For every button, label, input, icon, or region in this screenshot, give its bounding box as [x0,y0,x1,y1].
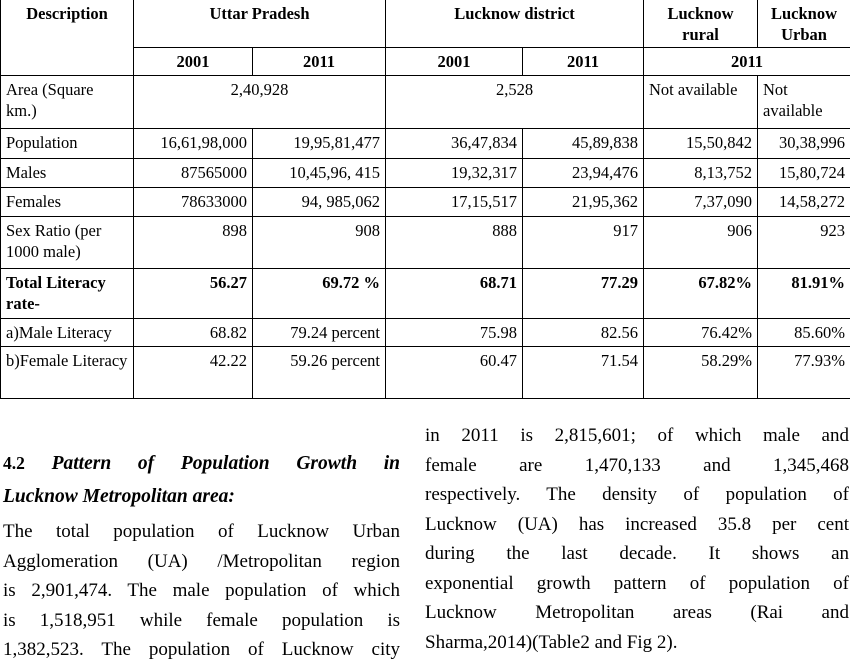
table-header-row-groups [1,0,850,48]
cell-sex-ratio-urban: 923 [758,217,850,269]
year-header-rural-urban-2011: 2011 [644,48,850,76]
cell-total-literacy-urban: 81.91% [758,269,850,319]
cell-area-up: 2,40,928 [134,76,386,129]
row-label-area: Area (Square km.) [1,76,134,129]
cell-total-literacy-ld-2011: 77.29 [523,269,644,319]
cell-male-literacy-ld-2011: 82.56 [523,319,644,347]
cell-male-literacy-up-2001: 68.82 [134,319,253,347]
col-header-lucknow-rural: Lucknow rural [644,0,758,48]
col-header-lucknow-urban: Lucknow Urban [758,0,850,48]
section-heading [3,447,400,513]
text-line: is 1,518,951 while female population is [3,606,400,636]
table-row-male-literacy [1,319,850,347]
table-row-males [1,159,850,188]
section-title-part-2: Lucknow Metropolitan area: [3,486,235,507]
col-header-uttar-pradesh: Uttar Pradesh [134,0,386,48]
article-left-column [3,421,400,665]
cell-female-literacy-rural: 58.29% [644,347,758,399]
section-number: 4.2 [3,453,25,473]
cell-females-urban: 14,58,272 [758,188,850,217]
table-row-female-literacy [1,347,850,399]
year-header-ld-2011: 2011 [523,48,644,76]
left-paragraph [3,517,400,665]
text-line: in 2011 is 2,815,601; of which male and [425,421,849,451]
cell-total-literacy-ld-2001: 68.71 [386,269,523,319]
cell-population-urban: 30,38,996 [758,129,850,159]
text-line: Sharma,2014)(Table2 and Fig 2). [425,628,849,658]
cell-sex-ratio-ld-2001: 888 [386,217,523,269]
table-row-females [1,188,850,217]
cell-population-ld-2011: 45,89,838 [523,129,644,159]
cell-female-literacy-urban: 77.93% [758,347,850,399]
cell-males-up-2001: 87565000 [134,159,253,188]
cell-males-ld-2011: 23,94,476 [523,159,644,188]
cell-females-up-2001: 78633000 [134,188,253,217]
text-line: is 2,901,474. The male population of which [3,576,400,606]
cell-area-urban: Not available [758,76,850,129]
cell-female-literacy-ld-2001: 60.47 [386,347,523,399]
table-row-sex-ratio [1,217,850,269]
cell-total-literacy-up-2001: 56.27 [134,269,253,319]
cell-male-literacy-urban: 85.60% [758,319,850,347]
row-label-male-literacy: a)Male Literacy [1,319,134,347]
cell-female-literacy-ld-2011: 71.54 [523,347,644,399]
text-line: during the last decade. It shows an [425,539,849,569]
text-line: Agglomeration (UA) /Metropolitan region [3,547,400,577]
right-paragraph [425,421,849,657]
cell-sex-ratio-up-2011: 908 [253,217,386,269]
text-line: 1,382,523. The population of Lucknow city [3,635,400,665]
table-row-area [1,76,850,129]
text-line: exponential growth pattern of population of [425,569,849,599]
cell-males-rural: 8,13,752 [644,159,758,188]
year-header-ld-2001: 2001 [386,48,523,76]
cell-female-literacy-up-2011: 59.26 percent [253,347,386,399]
text-line: Lucknow (UA) has increased 35.8 per cent [425,510,849,540]
text-line: respectively. The density of population of [425,480,849,510]
year-header-up-2001: 2001 [134,48,253,76]
cell-male-literacy-rural: 76.42% [644,319,758,347]
table-row-population [1,129,850,159]
cell-males-urban: 15,80,724 [758,159,850,188]
cell-female-literacy-up-2001: 42.22 [134,347,253,399]
row-label-sex-ratio: Sex Ratio (per 1000 male) [1,217,134,269]
cell-total-literacy-up-2011: 69.72 % [253,269,386,319]
cell-area-district: 2,528 [386,76,644,129]
section-heading-line-2 [3,480,400,513]
section-title-part-1: Pattern of Population Growth in [52,453,400,474]
cell-males-ld-2001: 19,32,317 [386,159,523,188]
cell-females-ld-2011: 21,95,362 [523,188,644,217]
cell-females-up-2011: 94, 985,062 [253,188,386,217]
cell-males-up-2011: 10,45,96, 415 [253,159,386,188]
cell-population-up-2011: 19,95,81,477 [253,129,386,159]
row-label-males: Males [1,159,134,188]
cell-total-literacy-rural: 67.82% [644,269,758,319]
row-label-female-literacy: b)Female Literacy [1,347,134,399]
table-row-total-literacy [1,269,850,319]
cell-females-ld-2001: 17,15,517 [386,188,523,217]
cell-male-literacy-ld-2001: 75.98 [386,319,523,347]
text-line: The total population of Lucknow Urban [3,517,400,547]
cell-sex-ratio-ld-2011: 917 [523,217,644,269]
cell-male-literacy-up-2011: 79.24 percent [253,319,386,347]
cell-population-up-2001: 16,61,98,000 [134,129,253,159]
row-label-total-literacy: Total Literacy rate- [1,269,134,319]
cell-sex-ratio-up-2001: 898 [134,217,253,269]
cell-females-rural: 7,37,090 [644,188,758,217]
cell-population-ld-2001: 36,47,834 [386,129,523,159]
cell-population-rural: 15,50,842 [644,129,758,159]
col-header-description: Description [1,0,134,76]
row-label-females: Females [1,188,134,217]
cell-sex-ratio-rural: 906 [644,217,758,269]
col-header-lucknow-district: Lucknow district [386,0,644,48]
text-line: female are 1,470,133 and 1,345,468 [425,451,849,481]
article-body [0,421,850,665]
cell-area-rural: Not available [644,76,758,129]
section-heading-line-1 [3,447,400,480]
row-label-population: Population [1,129,134,159]
text-line: Lucknow Metropolitan areas (Rai and [425,598,849,628]
article-right-column [425,421,849,665]
year-header-up-2011: 2011 [253,48,386,76]
